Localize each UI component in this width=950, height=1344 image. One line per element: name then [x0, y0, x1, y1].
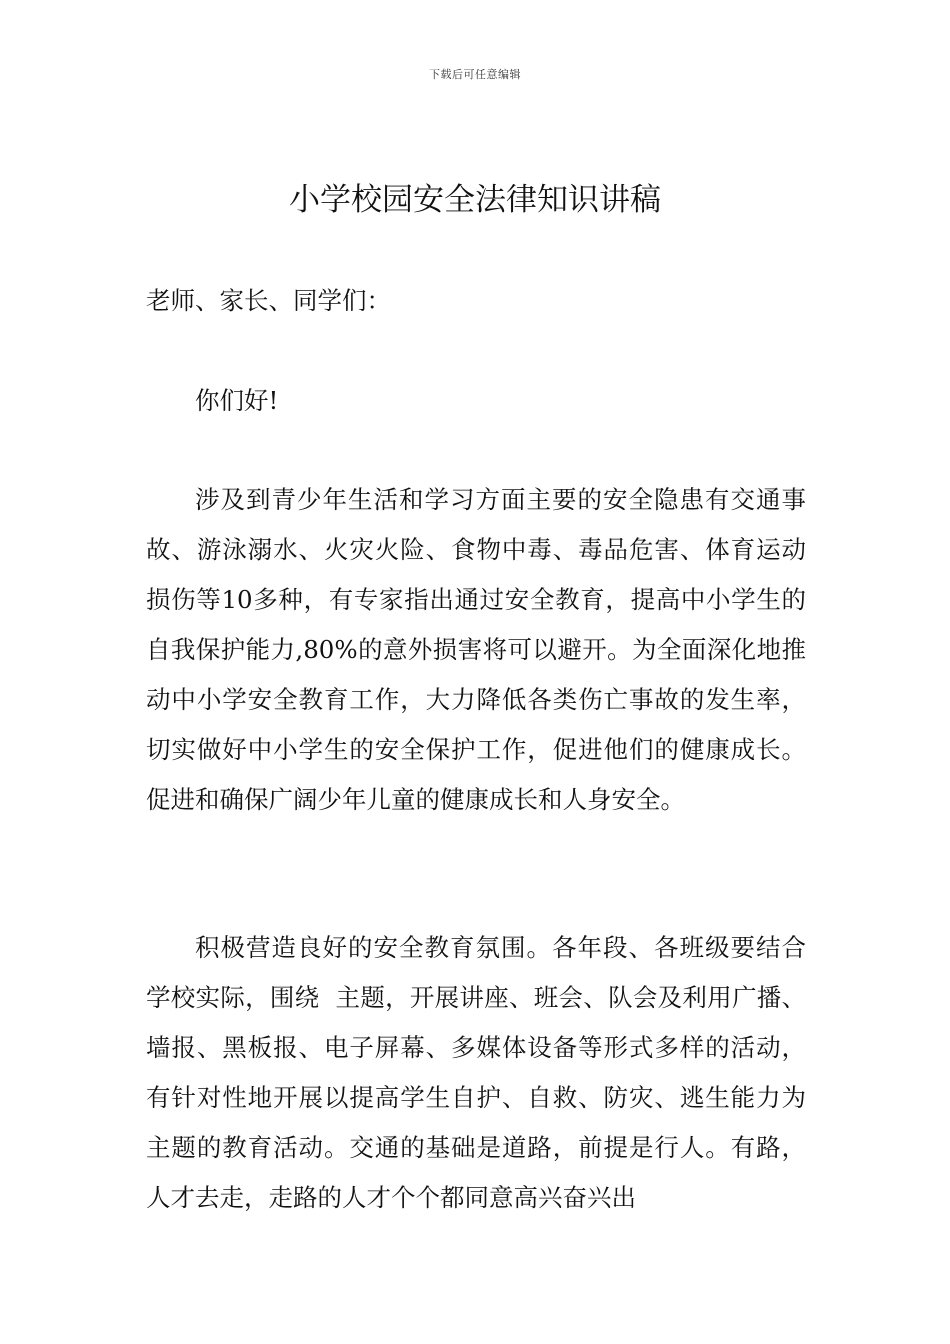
paragraph: 涉及到青少年生活和学习方面主要的安全隐患有交通事故、游泳溺水、火灾火险、食物中毒、毒品危害、体育运动损伤等10多种，有专家指出通过安全教育，提高中小学生的自我保护能力,80%的意外损害将可以避开。为全面深化地推动中小学安全教育工作，大力降低各类伤亡事故的发生率，切实做好中小学生的安全保护工作，促进他们的健康成长。促进和确保广阔少年儿童的健康成长和人身安全。: [146, 485, 806, 814]
paragraph: 积极营造良好的安全教育氛围。各年段、各班级要结合学校实际，围绕 主题，开展讲座、班会、队会及利用广播、墙报、黑板报、电子屏幕、多媒体设备等形式多样的活动，有针对性地开展以提高学生自护、自救、防灾、逃生能力为主题的教育活动。交通的基础是道路，前提是行人。有路，人才去走，走路的人才个个都同意高兴奋兴出: [146, 933, 806, 1212]
document-title: 小学校园安全法律知识讲稿: [289, 182, 661, 218]
greeting: 你们好!: [195, 386, 279, 415]
header-note: 下载后可任意编辑: [429, 68, 521, 81]
salutation: 老师、家长、同学们：: [146, 286, 391, 315]
